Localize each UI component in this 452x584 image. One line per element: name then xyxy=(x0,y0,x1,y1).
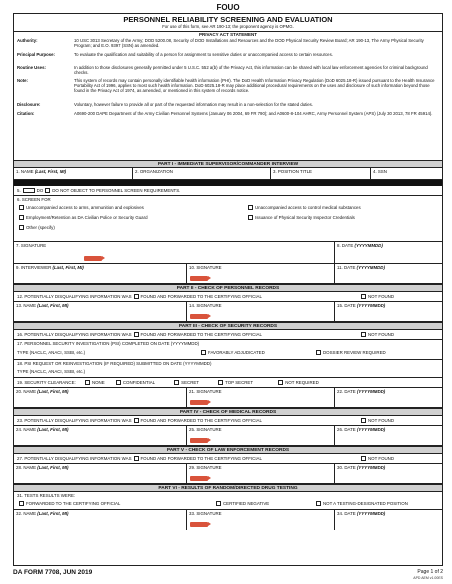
psi-row xyxy=(14,340,442,360)
option-label: Unaccompanied access to control medical substances xyxy=(255,205,361,210)
part6-signature-field[interactable] xyxy=(186,510,334,530)
name-label: 28. NAME xyxy=(16,465,37,470)
screen-option-arms xyxy=(17,205,144,211)
name-label: 20. NAME xyxy=(16,389,37,394)
favorably-option xyxy=(199,350,265,356)
part6-date-field[interactable] xyxy=(334,510,444,530)
form-title: PERSONNEL RELIABILITY SCREENING AND EVALUATION xyxy=(123,15,333,24)
privacy-note xyxy=(14,78,442,100)
interviewer-signature-field[interactable] xyxy=(186,264,334,283)
privacy-label: Routine Uses: xyxy=(17,65,46,70)
part4-signature-field[interactable] xyxy=(186,426,334,445)
interviewer-date-field[interactable] xyxy=(334,264,444,283)
secret-checkbox[interactable] xyxy=(174,380,179,385)
interviewer-label: 9. INTERVIEWER xyxy=(16,265,52,270)
part5-not-found xyxy=(359,456,394,462)
not-required-checkbox[interactable] xyxy=(278,380,283,385)
found-checkbox[interactable] xyxy=(134,294,139,299)
privacy-text: A0690-200 DAPE Department of the Army Civilian Personnel Systems (January 06 2004, 69 FR 790); and A0600-8-104 AHRC, Army Personnel System (APS) (July 30 2013, 78 FR 45914). xyxy=(74,111,433,116)
item5-line xyxy=(17,188,180,194)
ssn-label: 4. SSN xyxy=(373,169,387,174)
privacy-text: To evaluate the qualification and suitability of a person for assignment to sensitive duties or unaccompanied access to certain resources. xyxy=(74,52,333,57)
screen-for-label: 6. SCREEN FOR xyxy=(17,197,51,202)
none-label: NONE xyxy=(91,380,105,385)
forwarded-label: FORWARDED TO THE CERTIFYING OFFICIAL xyxy=(26,501,121,506)
clearance-row xyxy=(14,378,442,388)
screen-option-other xyxy=(17,225,55,231)
part2-name-field[interactable] xyxy=(14,302,186,321)
page-number: Page 1 of 2 xyxy=(417,569,443,575)
privacy-label: Citation: xyxy=(17,111,35,116)
part5-info-row xyxy=(14,454,442,464)
not-found-label: NOT FOUND xyxy=(368,456,395,461)
ssn-field[interactable] xyxy=(370,168,444,179)
option-label: Employment/Retention as DA Civilian Police or Security Guard xyxy=(26,215,148,220)
part5-date-field[interactable] xyxy=(334,464,444,483)
signature-label: 29. SIGNATURE xyxy=(189,465,222,470)
privacy-act-heading: PRIVACY ACT STATEMENT xyxy=(14,31,442,38)
item5-do-label: DO xyxy=(36,188,44,193)
page-info xyxy=(413,569,443,581)
confidential-checkbox[interactable] xyxy=(116,380,121,385)
part3-info-row xyxy=(14,330,442,340)
found-checkbox[interactable] xyxy=(134,456,139,461)
not-found-label: NOT FOUND xyxy=(368,418,395,423)
apd-version: APD AEM v1.00ES xyxy=(413,576,443,580)
not-testing-label: NOT A TESTING-DESIGNATED POSITION xyxy=(323,501,408,506)
option-label: Unaccompanied access to arms, ammunition and explosives xyxy=(26,205,144,210)
part1-row-identity xyxy=(14,168,442,180)
date-label: 11. DATE xyxy=(337,265,356,270)
screen-option-medical xyxy=(246,205,361,211)
name-label: 24. NAME xyxy=(16,427,37,432)
part4-name-field[interactable] xyxy=(14,426,186,445)
signature-label: 7. SIGNATURE xyxy=(16,243,47,248)
police-checkbox[interactable] xyxy=(19,215,24,220)
organization-label: 2. ORGANIZATION xyxy=(135,169,173,174)
part1-signature-row xyxy=(14,242,442,264)
privacy-text: 10 USC 3013 Secretary of the Army; DOD 5200.08, Security of DOD Installations and Resources and the DOD Physical Security Review Board; AR 190-13, The Army Physical Security Program; and E.O. 9397 (SSN) as amended. xyxy=(74,38,424,49)
item5-name-box[interactable] xyxy=(23,188,35,193)
credentials-checkbox[interactable] xyxy=(248,215,253,220)
sign-here-tag-icon[interactable] xyxy=(190,522,208,527)
psi-type-line xyxy=(17,350,85,356)
part2-sign-row xyxy=(14,302,442,322)
part4-info-row xyxy=(14,416,442,426)
sign-here-tag-icon[interactable] xyxy=(190,276,208,281)
form-footer xyxy=(13,567,443,584)
date-label: 22. DATE xyxy=(337,389,356,394)
privacy-label: Principal Purpose: xyxy=(17,52,55,57)
found-checkbox[interactable] xyxy=(134,332,139,337)
found-label: FOUND AND FORWARDED TO THE CERTIFYING OFFICIAL xyxy=(140,418,262,423)
info-label: 16. POTENTIALLY DISQUALIFYING INFORMATION WAS xyxy=(17,332,132,337)
part3-name-field[interactable] xyxy=(14,388,186,407)
date-label: 26. DATE xyxy=(337,427,356,432)
part6-name-field[interactable] xyxy=(14,510,186,530)
part6-sign-row xyxy=(14,510,442,530)
item5-number: 5. xyxy=(17,188,21,193)
name-label: 1. NAME xyxy=(16,169,34,174)
not-found-checkbox[interactable] xyxy=(361,294,366,299)
sign-here-tag-icon[interactable] xyxy=(190,400,208,405)
not-testing-checkbox[interactable] xyxy=(316,501,321,506)
psi-request-label: 18. PSI REQUEST OR REINVESTIGATION (IF REQUIRED) SUBMITTED ON DATE (YYYYMMDD) xyxy=(17,361,212,366)
date-field[interactable] xyxy=(334,242,444,263)
negative-label: CERTIFIED NEGATIVE xyxy=(223,501,270,506)
item5-row xyxy=(14,186,442,196)
name-hint: (Last, First, MI) xyxy=(34,169,67,174)
name-hint: (Last, First, MI) xyxy=(37,511,69,516)
info-label: 12. POTENTIALLY DISQUALIFYING INFORMATION WAS xyxy=(17,294,132,299)
info-label: 23. POTENTIALLY DISQUALIFYING INFORMATION WAS xyxy=(17,418,132,423)
negative-checkbox[interactable] xyxy=(216,501,221,506)
sign-here-tag-icon[interactable] xyxy=(190,438,208,443)
top-secret-checkbox[interactable] xyxy=(218,380,223,385)
privacy-label: Authority: xyxy=(17,38,38,43)
date-hint: (YYYYMMDD) xyxy=(354,243,383,248)
part4-not-found xyxy=(359,418,394,424)
not-required-label: NOT REQUIRED xyxy=(285,380,319,385)
part6-heading: PART VI - RESULTS OF RANDOM/DIRECTED DRUG TESTING xyxy=(14,484,442,492)
name-label: 13. NAME xyxy=(16,303,37,308)
favorably-label: FAVORABLY ADJUDICATED xyxy=(208,350,265,355)
part4-heading: PART IV - CHECK OF MEDICAL RECORDS xyxy=(14,408,442,416)
privacy-text: This system of records may contain personally identifiable health information (PHI). The DoD Health Information Privacy Regulation (DoD 6025.18-R) issued pursuant to the Health Insurance Portability Act of 1996, applies to most such health information. DoD 6025.18-R may place additional procedural requirements on the uses and disclosure of such information beyond those found in the Privacy Act of 1974, as amended, or mentioned in this system of records notice. xyxy=(74,78,435,94)
date-hint: (YYYYMMDD) xyxy=(356,511,386,516)
interviewer-hint: (Last, First, MI) xyxy=(52,265,84,270)
organization-field[interactable] xyxy=(132,168,270,179)
part5-heading: PART V - CHECK OF LAW ENFORCEMENT RECORDS xyxy=(14,446,442,454)
part2-date-field[interactable] xyxy=(334,302,444,321)
not-testing-option xyxy=(314,501,408,507)
found-checkbox[interactable] xyxy=(134,418,139,423)
favorably-checkbox[interactable] xyxy=(201,350,206,355)
signature-label: 25. SIGNATURE xyxy=(189,427,222,432)
part3-sign-row xyxy=(14,388,442,408)
name-hint: (Last, First, MI) xyxy=(37,465,69,470)
interviewer-row xyxy=(14,264,442,284)
screen-option-credentials xyxy=(246,215,355,221)
confidential-label: CONFIDENTIAL xyxy=(122,380,155,385)
part4-date-field[interactable] xyxy=(334,426,444,445)
tests-label: 31. TESTS RESULTS WERE: xyxy=(17,493,76,498)
name-hint: (Last, First, MI) xyxy=(37,303,69,308)
negative-option xyxy=(214,501,269,507)
found-label: FOUND AND FORWARDED TO THE CERTIFYING OFFICIAL xyxy=(140,332,262,337)
part6-tests-row xyxy=(14,492,442,510)
privacy-disclosure xyxy=(14,102,442,108)
secret-label: SECRET xyxy=(181,380,199,385)
part2-info-line xyxy=(17,294,262,300)
part2-info-row xyxy=(14,292,442,302)
do-not-checkbox[interactable] xyxy=(45,188,50,193)
psi-label: 17. PERSONNEL SECURITY INVESTIGATION (PSI) COMPLETED ON DATE (YYYYMMDD) xyxy=(17,341,200,346)
part5-info-line xyxy=(17,456,262,462)
part2-heading: PART II - CHECK OF PERSONNEL RECORDS xyxy=(14,284,442,292)
part3-not-found xyxy=(359,332,394,338)
form-page xyxy=(13,3,443,580)
part2-not-found xyxy=(359,294,394,300)
signature-label: 33. SIGNATURE xyxy=(189,511,222,516)
privacy-routine-uses xyxy=(14,65,442,76)
date-label: 8. DATE xyxy=(337,243,354,248)
part1-heading: PART I - IMMEDIATE SUPERVISOR/COMMANDER INTERVIEW xyxy=(14,160,442,168)
found-label: FOUND AND FORWARDED TO THE CERTIFYING OFFICIAL xyxy=(140,456,262,461)
part4-sign-row xyxy=(14,426,442,446)
arms-checkbox[interactable] xyxy=(19,205,24,210)
top-secret-label: TOP SECRET xyxy=(225,380,253,385)
privacy-purpose xyxy=(14,52,442,63)
position-title-field[interactable] xyxy=(270,168,370,179)
privacy-label: Note: xyxy=(17,78,28,83)
date-hint: (YYYYMMDD) xyxy=(356,427,386,432)
not-found-checkbox[interactable] xyxy=(361,456,366,461)
form-subtitle: For use of this form, see AR 190-13; the proponent agency is OPMG. xyxy=(162,24,294,29)
part3-signature-field[interactable] xyxy=(186,388,334,407)
date-hint: (YYYYMMDD) xyxy=(356,303,386,308)
date-hint: (YYYYMMDD) xyxy=(356,389,386,394)
screen-option-police xyxy=(17,215,148,221)
part3-date-field[interactable] xyxy=(334,388,444,407)
name-label: 32. NAME xyxy=(16,511,37,516)
part5-signature-field[interactable] xyxy=(186,464,334,483)
signature-field[interactable] xyxy=(14,242,334,263)
position-title-label: 3. POSITION TITLE xyxy=(273,169,312,174)
forwarded-checkbox[interactable] xyxy=(19,501,24,506)
date-label: 15. DATE xyxy=(337,303,356,308)
date-hint: (YYYYMMDD) xyxy=(356,265,385,270)
other-checkbox[interactable] xyxy=(19,225,24,230)
medical-checkbox[interactable] xyxy=(248,205,253,210)
info-label: 27. POTENTIALLY DISQUALIFYING INFORMATION WAS xyxy=(17,456,132,461)
part5-sign-row xyxy=(14,464,442,484)
signature-label: 14. SIGNATURE xyxy=(189,303,222,308)
not-found-label: NOT FOUND xyxy=(368,332,395,337)
dossier-label: DOSSIER REVIEW REQUIRED xyxy=(323,350,386,355)
name-field[interactable] xyxy=(14,168,132,179)
type-label: TYPE (NACLC, ANACI, SSBI, etc.) xyxy=(17,350,86,355)
clearance-line xyxy=(17,380,319,386)
privacy-citation xyxy=(14,111,442,122)
privacy-label: Disclosure: xyxy=(17,102,41,107)
clearance-label: 19. SECURITY CLEARANCE: xyxy=(17,380,76,385)
item5-text: DO NOT OBJECT TO PERSONNEL SCREEN REQUIREMENTS. xyxy=(52,188,181,193)
found-label: FOUND AND FORWARDED TO THE CERTIFYING OFFICIAL xyxy=(140,294,262,299)
sign-here-tag-icon[interactable] xyxy=(84,256,102,261)
dossier-option xyxy=(314,350,386,356)
date-label: 30. DATE xyxy=(337,465,356,470)
form-body xyxy=(13,13,443,566)
interviewer-field[interactable] xyxy=(14,264,186,283)
privacy-text: In addition to those disclosures generally permitted under 5 U.S.C. 552 a(b) of the Privacy Act, this information can be shared with local law enforcement agencies for criminal background checks. xyxy=(74,65,428,76)
forwarded-option xyxy=(17,501,120,507)
sign-here-tag-icon[interactable] xyxy=(190,476,208,481)
signature-label: 21. SIGNATURE xyxy=(189,389,222,394)
part4-info-line xyxy=(17,418,262,424)
not-found-checkbox[interactable] xyxy=(361,418,366,423)
part3-heading: PART III - CHECK OF SECURITY RECORDS xyxy=(14,322,442,330)
option-label: Other (specify) xyxy=(26,225,55,230)
screen-for-row xyxy=(14,196,442,242)
psi-request-row xyxy=(14,360,442,378)
sign-here-tag-icon[interactable] xyxy=(190,314,208,319)
form-number: DA FORM 7708, JUN 2019 xyxy=(13,569,93,576)
date-hint: (YYYYMMDD) xyxy=(356,465,386,470)
part3-info-line xyxy=(17,332,262,338)
not-found-label: NOT FOUND xyxy=(368,294,395,299)
privacy-authority xyxy=(14,38,442,50)
privacy-text: Voluntary, however failure to provide all or part of the requested information may result in a non-selection for the stated duties. xyxy=(74,102,314,107)
part2-signature-field[interactable] xyxy=(186,302,334,321)
date-label: 34. DATE xyxy=(337,511,356,516)
name-hint: (Last, First, MI) xyxy=(37,427,69,432)
signature-label: 10. SIGNATURE xyxy=(189,265,222,270)
name-hint: (Last, First, MI) xyxy=(37,389,69,394)
none-checkbox[interactable] xyxy=(85,380,90,385)
psi-request-type: TYPE (NACLC, ANACI, SSBI, etc.) xyxy=(17,369,86,374)
dossier-checkbox[interactable] xyxy=(316,350,321,355)
option-label: Issuance of Physical Security Inspector Credentials xyxy=(255,215,355,220)
not-found-checkbox[interactable] xyxy=(361,332,366,337)
fouo-marking: FOUO xyxy=(216,3,240,12)
part5-name-field[interactable] xyxy=(14,464,186,483)
